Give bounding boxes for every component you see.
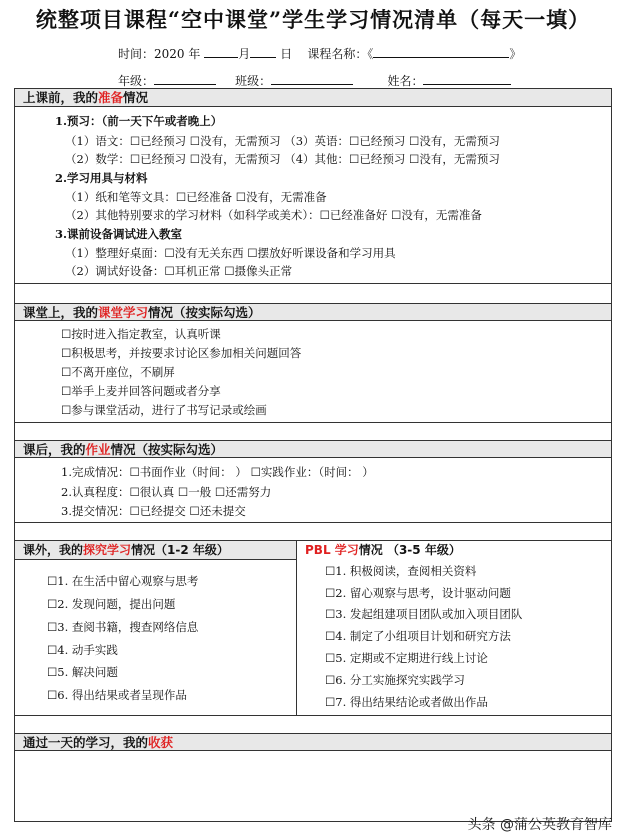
class-item-5[interactable]: ☐参与课堂活动，进行了书写记录或绘画 — [61, 403, 267, 417]
after-class-header — [15, 440, 611, 458]
pbl-heading-suffix: 情况 （3-5 年级） — [358, 543, 461, 557]
preview-subheading: 1.预习：（前一天下午或者晚上） — [55, 114, 223, 128]
after-heading-highlight: 作业 — [85, 442, 111, 457]
divider — [15, 422, 611, 423]
preview-row-1[interactable]: （1）语文：☐已经预习 ☐没有，无需预习 （3）英语：☐已经预习 ☐没有，无需预习 — [65, 134, 500, 148]
class-label: 班级： — [235, 74, 272, 88]
in-class-header — [15, 303, 611, 321]
day-field[interactable] — [250, 45, 276, 58]
during-heading-suffix: 情况（按实际勾选） — [148, 305, 261, 320]
course-close: 》 — [509, 47, 522, 61]
materials-row-2[interactable]: （2）其他特别要求的学习材料（如科学或美术）：☐已经准备好 ☐没有，无需准备 — [65, 208, 482, 222]
divider — [15, 522, 611, 523]
device-row-2[interactable]: （2）调试好设备：☐耳机正常 ☐摄像头正常 — [65, 264, 293, 278]
pbl-item-1[interactable]: ☐1. 积极阅读，查阅相关资料 — [325, 564, 477, 578]
divider — [15, 559, 296, 560]
month-label: 月 — [238, 47, 251, 61]
pbl-item-5[interactable]: ☐5. 定期或不定期进行线上讨论 — [325, 651, 488, 665]
name-field[interactable] — [423, 72, 511, 85]
pbl-item-7[interactable]: ☐7. 得出结果结论或者做出作品 — [325, 695, 488, 709]
pbl-item-4[interactable]: ☐4. 制定了小组项目计划和研究方法 — [325, 629, 511, 643]
pbl-header — [297, 541, 611, 559]
explore-item-2[interactable]: ☐2. 发现问题，提出问题 — [47, 597, 176, 611]
student-row — [118, 72, 511, 89]
harvest-heading-text: 通过一天的学习，我的 — [23, 735, 149, 750]
class-field[interactable] — [271, 72, 353, 85]
class-item-4[interactable]: ☐举手上麦并回答问题或者分享 — [61, 384, 221, 398]
pbl-item-6[interactable]: ☐6. 分工实施探究实践学习 — [325, 673, 465, 687]
time-label: 时间： — [118, 47, 155, 61]
explore-item-1[interactable]: ☐1. 在生活中留心观察与思考 — [47, 574, 199, 588]
before-heading-text: 上课前，我的 — [23, 90, 99, 105]
homework-row-2[interactable]: 2.认真程度：☐很认真 ☐一般 ☐还需努力 — [61, 485, 272, 499]
pbl-item-3[interactable]: ☐3. 发起组建项目团队或加入项目团队 — [325, 607, 523, 621]
pbl-item-2[interactable]: ☐2. 留心观察与思考，设计驱动问题 — [325, 586, 511, 600]
class-item-3[interactable]: ☐不离开座位，不刷屏 — [61, 365, 175, 379]
device-subheading: 3.课前设备调试进入教室 — [55, 227, 183, 241]
before-heading-highlight: 准备 — [98, 90, 124, 105]
watermark: 头条 @蒲公英教育智库 — [467, 817, 612, 833]
date-row — [118, 45, 521, 62]
harvest-header — [15, 733, 611, 751]
materials-row-1[interactable]: （1）纸和笔等文具：☐已经准备 ☐没有，无需准备 — [65, 190, 327, 204]
explore-heading-highlight: 探究学习 — [83, 543, 132, 557]
before-class-header — [15, 89, 611, 107]
year-value: 2020 — [154, 47, 185, 61]
page-title: 统整项目课程“空中课堂”学生学习情况清单（每天一填） — [35, 7, 591, 32]
month-field[interactable] — [204, 45, 238, 58]
divider — [15, 283, 611, 284]
before-heading-suffix: 情况 — [123, 90, 149, 105]
explore-heading-suffix: 情况（1-2 年级） — [131, 543, 229, 557]
divider — [15, 715, 611, 716]
explore-header — [15, 541, 296, 559]
during-heading-highlight: 课堂学习 — [98, 305, 149, 320]
class-item-1[interactable]: ☐按时进入指定教室，认真听课 — [61, 327, 221, 341]
explore-heading-text: 课外，我的 — [23, 543, 84, 557]
name-label: 姓名： — [387, 74, 424, 88]
preview-row-2[interactable]: （2）数学：☐已经预习 ☐没有，无需预习 （4）其他：☐已经预习 ☐没有，无需预习 — [65, 152, 500, 166]
explore-item-5[interactable]: ☐5. 解决问题 — [47, 665, 118, 679]
device-row-1[interactable]: （1）整理好桌面：☐没有无关东西 ☐摆放好听课设备和学习用具 — [65, 246, 396, 260]
explore-item-4[interactable]: ☐4. 动手实践 — [47, 643, 118, 657]
after-heading-text: 课后，我的 — [23, 442, 86, 457]
after-heading-suffix: 情况（按实际勾选） — [110, 442, 224, 457]
course-label: 课程名称：《 — [307, 47, 374, 61]
class-item-2[interactable]: ☐积极思考，并按要求讨论区参加相关问题回答 — [61, 346, 302, 360]
during-heading-text: 课堂上，我的 — [23, 305, 99, 320]
checklist-table — [14, 88, 612, 822]
day-label: 日 — [280, 47, 293, 61]
pbl-heading-highlight: PBL 学习 — [305, 543, 359, 557]
explore-item-3[interactable]: ☐3. 查阅书籍，搜查网络信息 — [47, 620, 199, 634]
grade-label: 年级： — [118, 74, 155, 88]
homework-row-3[interactable]: 3.提交情况：☐已经提交 ☐还未提交 — [61, 504, 246, 518]
homework-row-1[interactable]: 1.完成情况：☐书面作业（时间： ） ☐实践作业：（时间： ） — [61, 465, 374, 479]
column-divider — [296, 541, 297, 716]
grade-field[interactable] — [154, 72, 216, 85]
course-name-field[interactable] — [373, 45, 509, 58]
harvest-heading-highlight: 收获 — [148, 735, 174, 750]
explore-item-6[interactable]: ☐6. 得出结果或者呈现作品 — [47, 688, 187, 702]
materials-subheading: 2.学习用具与材料 — [55, 171, 148, 185]
year-label: 年 — [188, 47, 201, 61]
harvest-writing-area[interactable] — [15, 752, 611, 820]
